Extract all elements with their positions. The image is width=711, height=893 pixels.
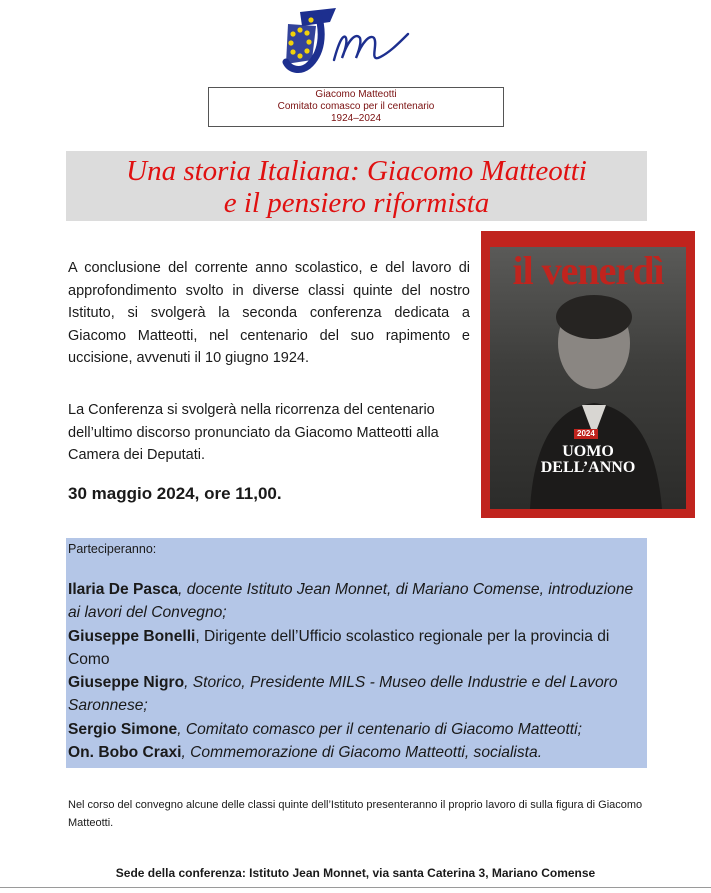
event-date: 30 maggio 2024, ore 11,00. [68, 484, 282, 503]
participant-name: Giuseppe Bonelli [68, 627, 196, 645]
participant-name: Sergio Simone [68, 720, 178, 738]
ricorrenza-paragraph: La Conferenza si svolgerà nella ricorrenza del centenario dell’ultimo discorso pronunciato da Giacomo Matteotti alla Camera dei Deputati. [68, 402, 439, 463]
cover-year-badge: 2024 [574, 429, 598, 439]
participant-role: , Dirigente dell’Ufficio scolastico regionale per la provincia di Como [68, 627, 610, 668]
intro-paragraph: A conclusione del corrente anno scolastico, e del lavoro di approfondimento svolto in diverse classi quinte del nostro Istituto, si svolgerà la seconda conferenza dedicata a Giacomo Matteotti, nel centenario del suo rapimento e uccisione, avvenuti il 10 giugno 1924. [68, 260, 470, 366]
participant-role: , Commemorazione di Giacomo Matteotti, socialista. [181, 744, 543, 762]
committee-subtitle: Comitato comasco per il centenario [277, 101, 435, 112]
cover-headline [490, 444, 686, 476]
bottom-divider [0, 887, 711, 888]
title-band [66, 151, 647, 221]
jm-logo [278, 4, 414, 74]
participant-role: , Storico, Presidente MILS - Museo delle Industrie e del Lavoro Saronnese; [68, 674, 618, 715]
participant-role: , Comitato comasco per il centenario di Giacomo Matteotti; [177, 720, 582, 738]
participants-heading: Parteciperanno: [68, 542, 157, 556]
participant-item [68, 741, 646, 764]
title-line-2: e il pensiero riformista [223, 187, 490, 219]
participants-list [68, 578, 646, 764]
participant-name: On. Bobo Craxi [68, 744, 182, 762]
cover-headline-line-2: DELL’ANNO [540, 459, 636, 476]
participant-name: Giuseppe Nigro [68, 674, 185, 692]
committee-name: Giacomo Matteotti [315, 89, 397, 100]
cover-photo [490, 247, 686, 509]
participant-item [68, 625, 646, 672]
closing-note: Nel corso del convegno alcune delle classi quinte dell’Istituto presenteranno il proprio lavoro di sulla figura di Giacomo Matteotti. [68, 799, 643, 829]
participant-name: Ilaria De Pasca [68, 581, 179, 598]
venue-line: Sede della conferenza: Istituto Jean Monnet, via santa Caterina 3, Mariano Comense [115, 866, 596, 880]
committee-box [208, 87, 504, 127]
participant-item [68, 671, 646, 718]
cover-masthead: il venerdì [512, 248, 664, 293]
committee-years: 1924–2024 [330, 113, 382, 124]
participant-item [68, 578, 646, 625]
participant-role: , docente Istituto Jean Monnet, di Mariano Comense, introduzione ai lavori del Convegno; [68, 581, 634, 622]
cover-headline-line-1: UOMO [562, 443, 614, 460]
participant-item [68, 718, 646, 741]
magazine-cover [481, 231, 695, 518]
title-line-1: Una storia Italiana: Giacomo Matteotti [126, 155, 587, 187]
